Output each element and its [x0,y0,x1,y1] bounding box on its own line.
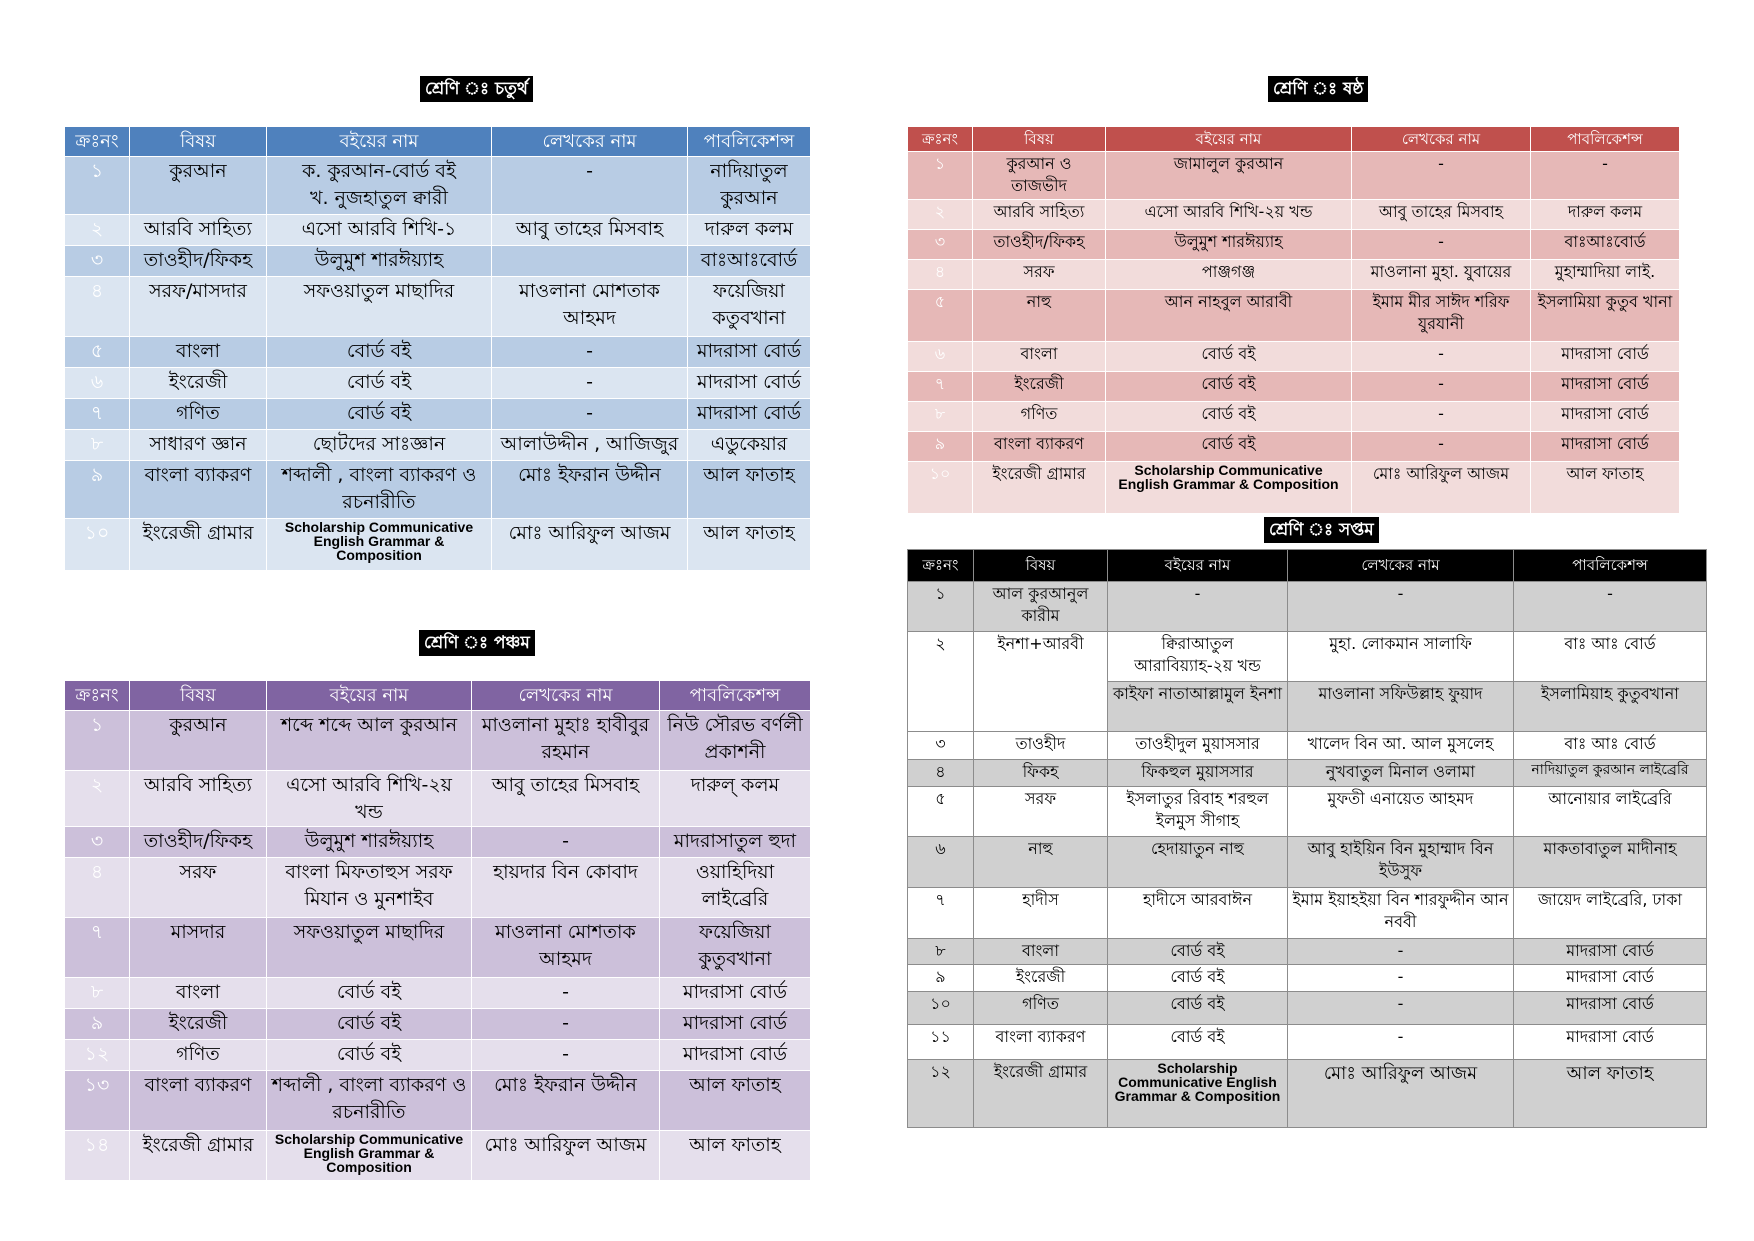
book-cell: উলুমুশ শারঈয়্যাহ [267,827,472,858]
serial-cell: ৯ [65,1009,130,1040]
table-row [908,939,1707,965]
table-row [65,771,811,827]
serial-cell: ৩ [65,827,130,858]
header-book: বইয়ের নাম [1106,127,1352,152]
serial-cell: ৩ [65,246,130,277]
subject-cell: সরফ [973,259,1106,289]
publication-cell: - [1531,152,1680,200]
author-cell: মোঃ আরিফুল আজম [1288,1060,1514,1128]
subject-cell: বাংলা ব্যাকরণ [973,431,1106,461]
book-cell: Scholarship Communicative English Grammar & Composition [1108,1060,1288,1128]
subject-cell: ইংরেজী গ্রামার [130,1131,267,1181]
author-cell: আবু তাহের মিসবাহ [472,771,660,827]
book-cell: শব্দে শব্দে আল কুরআন [267,711,472,771]
table-row [65,918,811,978]
serial-cell: ৪ [908,760,974,787]
publication-cell: আল ফাতাহ [1514,1060,1707,1128]
book-cell: বোর্ড বই [267,337,492,368]
book-cell: বোর্ড বই [1106,341,1352,371]
class4-book-table [64,126,811,571]
serial-cell: ১০ [908,461,973,513]
author-cell: মাওলানা সফিউল্লাহ ফুয়াদ [1288,682,1514,732]
table-row [65,1131,811,1181]
table-row [65,1009,811,1040]
publication-cell: - [1514,582,1707,632]
serial-cell: ৯ [908,965,974,992]
header-subject: বিষয় [974,550,1108,582]
author-cell: মোঃ আরিফুল আজম [492,519,688,571]
publication-cell: মাদরাসা বোর্ড [1531,431,1680,461]
book-cell: বোর্ড বই [267,1040,472,1071]
serial-cell: ১ [65,157,130,215]
header-publication: পাবলিকেশন্স [1531,127,1680,152]
publication-cell: বাঃ আঃ বোর্ড [1514,732,1707,760]
serial-cell: ৭ [908,371,973,401]
book-cell: উলুমুশ শারঈয়্যাহ [1106,229,1352,259]
author-cell: - [1288,992,1514,1025]
publication-cell: ওয়াহিদিয়া লাইব্রেরি [660,858,811,918]
table-row [908,259,1680,289]
subject-cell: গণিত [974,992,1108,1025]
subject-cell: গণিত [130,1040,267,1071]
header-book: বইয়ের নাম [1108,550,1288,582]
book-cell: আন নাহবুল আরাবী [1106,289,1352,341]
serial-cell: ১৩ [65,1071,130,1131]
serial-cell: ১২ [65,1040,130,1071]
serial-cell: ৭ [65,918,130,978]
author-cell: আলাউদ্দীন , আজিজুর [492,430,688,461]
class4-title: শ্রেণি ঃ চতুর্থ [420,76,533,102]
subject-cell: কুরআন ও তাজভীদ [973,152,1106,200]
subject-cell: সরফ/মাসদার [130,277,267,337]
subject-cell: বাংলা [973,341,1106,371]
subject-cell: তাওহীদ [974,732,1108,760]
class5-title: শ্রেণি ঃ পঞ্চম [419,630,535,656]
publication-cell: মাদরাসা বোর্ড [1514,1025,1707,1060]
author-cell: - [1288,939,1514,965]
publication-cell: আল ফাতাহ [1531,461,1680,513]
serial-cell: ৮ [908,401,973,431]
serial-cell: ১২ [908,1060,974,1128]
table-row [908,229,1680,259]
table-header-row [65,681,811,711]
class5-book-table [64,680,811,1181]
subject-cell: ইংরেজী [130,1009,267,1040]
book-cell: পাঞ্জগঞ্জ [1106,259,1352,289]
author-cell: - [492,399,688,430]
header-book: বইয়ের নাম [267,127,492,157]
serial-cell: ১ [908,582,974,632]
subject-cell: ইংরেজী [973,371,1106,401]
serial-cell: ৩ [908,229,973,259]
serial-cell: ২ [65,215,130,246]
author-cell: - [1288,582,1514,632]
table-row [908,837,1707,888]
publication-cell: নাদিয়াতুল কুরআন লাইব্রেরি [1514,760,1707,787]
class7-title: শ্রেণি ঃ সপ্তম [1264,517,1379,543]
subject-cell: তাওহীদ/ফিকহ [130,246,267,277]
serial-cell: ১১ [908,1025,974,1060]
header-book: বইয়ের নাম [267,681,472,711]
author-cell: - [492,368,688,399]
header-author: লেখকের নাম [1352,127,1531,152]
table-row [65,858,811,918]
publication-cell: নিউ সৌরভ বর্ণলী প্রকাশনী [660,711,811,771]
table-row [65,215,811,246]
table-row [65,337,811,368]
publication-cell: ফয়েজিয়া কতুবখানা [688,277,811,337]
header-author: লেখকের নাম [492,127,688,157]
publication-cell: মাদরাসা বোর্ড [688,337,811,368]
author-cell: - [472,978,660,1009]
subject-cell: বাংলা ব্যাকরণ [130,1071,267,1131]
serial-cell: ২ [908,632,974,732]
subject-cell: ইনশা+আরবী [974,632,1108,732]
author-cell: - [1288,1025,1514,1060]
header-serial: ক্রঃনং [908,550,974,582]
author-cell: - [1288,965,1514,992]
book-cell: এসো আরবি শিখি-১ [267,215,492,246]
header-subject: বিষয় [973,127,1106,152]
header-publication: পাবলিকেশন্স [660,681,811,711]
author-cell: মাওলানা মোশতাক আহমদ [472,918,660,978]
publication-cell: মাদরাসা বোর্ড [660,978,811,1009]
table-row [908,632,1707,682]
book-cell: শব্দালী , বাংলা ব্যাকরণ ও রচনারীতি [267,461,492,519]
table-header-row [908,550,1707,582]
author-cell: ইমাম ইয়াহইয়া বিন শারফুদ্দীন আন নববী [1288,888,1514,939]
table-row [908,732,1707,760]
book-cell: শব্দালী , বাংলা ব্যাকরণ ও রচনারীতি [267,1071,472,1131]
publication-cell: মাদরাসা বোর্ড [1514,992,1707,1025]
serial-cell: ১০ [65,519,130,571]
header-publication: পাবলিকেশন্স [688,127,811,157]
book-cell: ইসলাতুর রিবাহ শরহুল ইলমুস সীগাহ [1108,787,1288,837]
table-row [908,1060,1707,1128]
author-cell: - [492,337,688,368]
publication-cell: ইসলামিয়াহ কুতুবখানা [1514,682,1707,732]
publication-cell: জায়েদ লাইব্রেরি, ঢাকা [1514,888,1707,939]
author-cell: মোঃ ইফরান উদ্দীন [472,1071,660,1131]
table-row [908,992,1707,1025]
publication-cell: আল ফাতাহ [660,1131,811,1181]
serial-cell: ৬ [908,837,974,888]
subject-cell: বাংলা ব্যাকরণ [974,1025,1108,1060]
table-row [908,582,1707,632]
publication-cell: মাদরাসা বোর্ড [660,1009,811,1040]
subject-cell: নাহু [973,289,1106,341]
subject-cell: ইংরেজী গ্রামার [130,519,267,571]
publication-cell: মাদরাসা বোর্ড [1514,939,1707,965]
table-row [65,399,811,430]
publication-cell: দারুল কলম [1531,199,1680,229]
subject-cell: বাংলা [974,939,1108,965]
book-cell: বোর্ড বই [267,978,472,1009]
book-cell: বোর্ড বই [267,399,492,430]
publication-cell: ইসলামিয়া কুতুব খানা [1531,289,1680,341]
publication-cell: বাঃ আঃ বোর্ড [1514,632,1707,682]
class7-book-table [907,549,1707,1128]
serial-cell: ২ [65,771,130,827]
book-cell: বাংলা মিফতাহুস সরফ মিযান ও মুনশাইব [267,858,472,918]
publication-cell: বাঃআঃবোর্ড [688,246,811,277]
subject-cell: গণিত [130,399,267,430]
header-author: লেখকের নাম [1288,550,1514,582]
book-cell: বোর্ড বই [1108,965,1288,992]
author-cell: - [1352,152,1531,200]
serial-cell: ৮ [908,939,974,965]
publication-cell: মাদরাসা বোর্ড [1531,371,1680,401]
serial-cell: ৭ [908,888,974,939]
publication-cell: মাদরাসা বোর্ড [688,368,811,399]
author-cell: - [1352,431,1531,461]
header-serial: ক্রঃনং [65,127,130,157]
serial-cell: ১৪ [65,1131,130,1181]
table-row [908,371,1680,401]
book-cell: বোর্ড বই [1108,1025,1288,1060]
serial-cell: ১ [65,711,130,771]
table-row [908,401,1680,431]
book-cell: ফিকহুল মুয়াসসার [1108,760,1288,787]
table-row [908,787,1707,837]
author-cell: মোঃ আরিফুল আজম [472,1131,660,1181]
publication-cell: মাদরাসা বোর্ড [688,399,811,430]
subject-cell: বাংলা [130,337,267,368]
publication-cell: মাকতাবাতুল মাদীনাহ [1514,837,1707,888]
serial-cell: ৬ [908,341,973,371]
book-cell: ছোটদের সাঃজ্ঞান [267,430,492,461]
serial-cell: ৫ [908,787,974,837]
table-row [65,1040,811,1071]
author-cell: খালেদ বিন আ. আল মুসলেহ [1288,732,1514,760]
table-row [908,152,1680,200]
book-cell: বোর্ড বই [1108,939,1288,965]
book-cell: এসো আরবি শিখি-২য় খন্ড [1106,199,1352,229]
table-row [65,246,811,277]
table-row [908,199,1680,229]
table-row [908,461,1680,513]
serial-cell: ৪ [65,858,130,918]
book-cell: এসো আরবি শিখি-২য় খন্ড [267,771,472,827]
header-author: লেখকের নাম [472,681,660,711]
subject-cell: বাংলা [130,978,267,1009]
subject-cell: আল কুরআনুল কারীম [974,582,1108,632]
subject-cell: কুরআন [130,157,267,215]
author-cell: আবু তাহের মিসবাহ [492,215,688,246]
book-cell: Scholarship Communicative English Grammar & Composition [267,1131,472,1181]
author-cell: - [472,1040,660,1071]
serial-cell: ৮ [65,978,130,1009]
book-cell: বোর্ড বই [1106,431,1352,461]
publication-cell: মুহাম্মাদিয়া লাই. [1531,259,1680,289]
serial-cell: ৫ [65,337,130,368]
book-cell: ক্বিরাআতুল আরাবিয়্যাহ-২য় খন্ড [1108,632,1288,682]
subject-cell: তাওহীদ/ফিকহ [130,827,267,858]
table-row [65,827,811,858]
class6-book-table [907,126,1680,514]
author-cell: - [1352,401,1531,431]
subject-cell: ইংরেজী গ্রামার [974,1060,1108,1128]
author-cell: মোঃ ইফরান উদ্দীন [492,461,688,519]
author-cell: ইমাম মীর সাঈদ শরিফ যুরযানী [1352,289,1531,341]
book-cell: বোর্ড বই [1108,992,1288,1025]
publication-cell: দারুল কলম [688,215,811,246]
class6-title: শ্রেণি ঃ ষষ্ঠ [1268,76,1368,102]
publication-cell: মাদরাসা বোর্ড [1531,401,1680,431]
table-row [908,965,1707,992]
publication-cell: আনোয়ার লাইব্রেরি [1514,787,1707,837]
subject-cell: আরবি সাহিত্য [973,199,1106,229]
author-cell: মাওলানা মুহা. যুবায়ের [1352,259,1531,289]
publication-cell: মাদরাসা বোর্ড [1531,341,1680,371]
author-cell: হায়দার বিন কোবাদ [472,858,660,918]
subject-cell: কুরআন [130,711,267,771]
book-cell: কাইফা নাতাআল্লামুল ইনশা [1108,682,1288,732]
author-cell [492,246,688,277]
author-cell: - [472,827,660,858]
publication-cell: মাদরাসা বোর্ড [1514,965,1707,992]
table-row [908,1025,1707,1060]
table-row [65,461,811,519]
subject-cell: ইংরেজী [974,965,1108,992]
table-row [908,431,1680,461]
author-cell: মুহা. লোকমান সালাফি [1288,632,1514,682]
header-subject: বিষয় [130,127,267,157]
author-cell: - [1352,341,1531,371]
serial-cell: ৫ [908,289,973,341]
author-cell: নুখবাতুল মিনাল ওলামা [1288,760,1514,787]
author-cell: মোঃ আরিফুল আজম [1352,461,1531,513]
publication-cell: দারুল্ কলম [660,771,811,827]
book-cell: Scholarship Communicative English Grammar & Composition [1106,461,1352,513]
serial-cell: ৭ [65,399,130,430]
book-cell: বোর্ড বই [267,368,492,399]
table-row [65,978,811,1009]
subject-cell: আরবি সাহিত্য [130,771,267,827]
subject-cell: গণিত [973,401,1106,431]
subject-cell: আরবি সাহিত্য [130,215,267,246]
publication-cell: ফয়েজিয়া কুতুবখানা [660,918,811,978]
table-row [908,341,1680,371]
author-cell: - [492,157,688,215]
book-cell: সফওয়াতুল মাছাদির [267,277,492,337]
book-cell: হাদীসে আরবাঈন [1108,888,1288,939]
serial-cell: ১০ [908,992,974,1025]
subject-cell: মাসদার [130,918,267,978]
publication-cell: এডুকেয়ার [688,430,811,461]
subject-cell: হাদীস [974,888,1108,939]
table-row [65,430,811,461]
subject-cell: বাংলা ব্যাকরণ [130,461,267,519]
subject-cell: সাধারণ জ্ঞান [130,430,267,461]
book-cell: বোর্ড বই [1106,371,1352,401]
table-row [65,157,811,215]
table-row [65,711,811,771]
table-row [65,368,811,399]
subject-cell: ফিকহ [974,760,1108,787]
author-cell: আবু হাইয়িন বিন মুহাম্মাদ বিন ইউসুফ [1288,837,1514,888]
table-row [908,760,1707,787]
serial-cell: ৪ [908,259,973,289]
publication-cell: আল ফাতাহ [688,519,811,571]
table-row [908,888,1707,939]
table-row [65,519,811,571]
author-cell: আবু তাহের মিসবাহ [1352,199,1531,229]
publication-cell: মাদরাসাতুল হুদা [660,827,811,858]
book-cell: বোর্ড বই [1106,401,1352,431]
publication-cell: বাঃআঃবোর্ড [1531,229,1680,259]
serial-cell: ১ [908,152,973,200]
subject-cell: নাহু [974,837,1108,888]
serial-cell: ৬ [65,368,130,399]
book-cell: উলুমুশ শারঈয়্যাহ [267,246,492,277]
serial-cell: ৯ [908,431,973,461]
book-cell: Scholarship Communicative English Grammar & Composition [267,519,492,571]
header-publication: পাবলিকেশন্স [1514,550,1707,582]
serial-cell: ৮ [65,430,130,461]
serial-cell: ৪ [65,277,130,337]
table-row [65,1071,811,1131]
subject-cell: তাওহীদ/ফিকহ [973,229,1106,259]
author-cell: - [1352,229,1531,259]
subject-cell: ইংরেজী [130,368,267,399]
serial-cell: ২ [908,199,973,229]
table-header-row [908,127,1680,152]
serial-cell: ৯ [65,461,130,519]
table-row [908,289,1680,341]
subject-cell: সরফ [130,858,267,918]
publication-cell: মাদরাসা বোর্ড [660,1040,811,1071]
header-serial: ক্রঃনং [65,681,130,711]
author-cell: - [472,1009,660,1040]
table-row [65,277,811,337]
header-serial: ক্রঃনং [908,127,973,152]
subject-cell: সরফ [974,787,1108,837]
book-cell: তাওহীদুল মুয়াসসার [1108,732,1288,760]
table-header-row [65,127,811,157]
author-cell: মাওলানা মুহাঃ হাবীবুর রহমান [472,711,660,771]
book-cell: জামালুল কুরআন [1106,152,1352,200]
book-cell: ক. কুরআন-বোর্ড বই খ. নুজহাতুল ক্বারী [267,157,492,215]
author-cell: - [1352,371,1531,401]
subject-cell: ইংরেজী গ্রামার [973,461,1106,513]
publication-cell: নাদিয়াতুল কুরআন [688,157,811,215]
header-subject: বিষয় [130,681,267,711]
book-cell: সফওয়াতুল মাছাদির [267,918,472,978]
author-cell: মাওলানা মোশতাক আহমদ [492,277,688,337]
publication-cell: আল ফাতাহ [660,1071,811,1131]
author-cell: মুফতী এনায়েত আহমদ [1288,787,1514,837]
publication-cell: আল ফাতাহ [688,461,811,519]
serial-cell: ৩ [908,732,974,760]
book-cell: বোর্ড বই [267,1009,472,1040]
book-cell: হেদায়াতুন নাহু [1108,837,1288,888]
book-cell: - [1108,582,1288,632]
